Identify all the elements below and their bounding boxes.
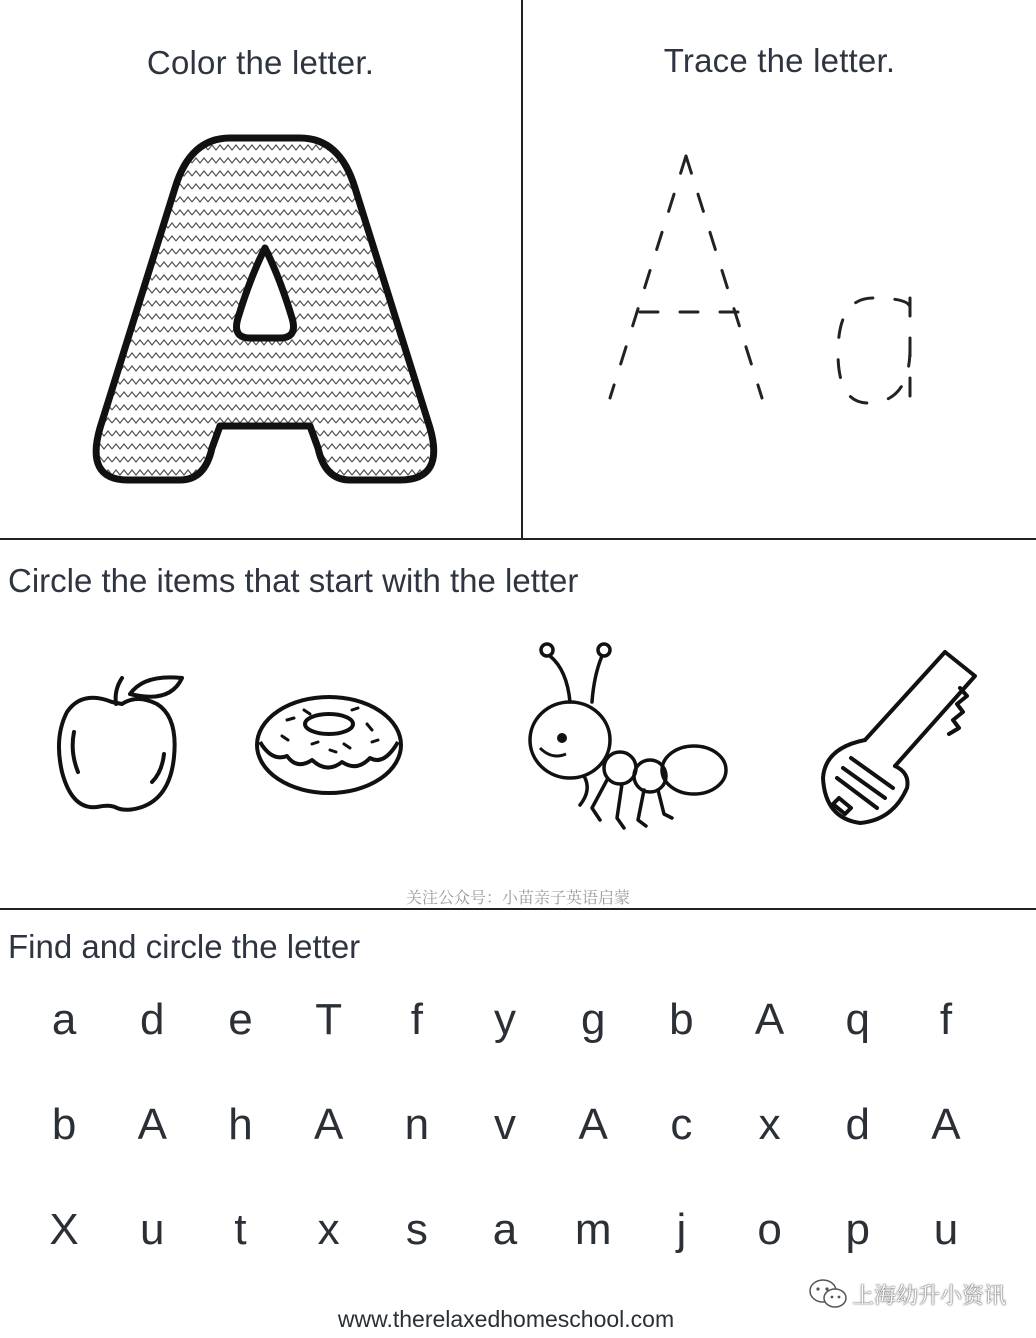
trace-panel-title: Trace the letter. <box>663 42 896 79</box>
footer-url[interactable]: www.therelaxedhomeschool.com <box>337 1306 675 1332</box>
letter-cell[interactable]: q <box>845 995 871 1044</box>
letter-cell[interactable]: j <box>676 1205 687 1254</box>
watermark-text: 关注公众号：小苗亲子英语启蒙 <box>405 888 630 907</box>
donut-icon[interactable] <box>252 690 406 800</box>
letter-cell[interactable]: o <box>757 1205 782 1254</box>
find-section-title: Find and circle the letter <box>8 928 361 965</box>
letter-cell[interactable]: u <box>933 1205 959 1254</box>
letter-row-2 <box>20 1095 990 1200</box>
ant-icon[interactable] <box>522 640 732 840</box>
divider-horizontal-1 <box>0 538 1036 540</box>
apple-icon[interactable] <box>52 672 188 814</box>
letter-cell[interactable]: x <box>317 1205 340 1254</box>
letter-cell[interactable]: x <box>758 1100 781 1149</box>
letter-cell[interactable]: b <box>51 1100 77 1149</box>
letter-cell[interactable]: m <box>574 1205 612 1254</box>
letter-cell[interactable]: p <box>845 1205 871 1254</box>
bubble-letter-a <box>80 128 450 493</box>
letter-cell[interactable]: f <box>939 995 953 1044</box>
divider-vertical <box>521 0 523 540</box>
letter-cell[interactable]: d <box>845 1100 871 1149</box>
brand-label: 上海幼升小资讯 <box>851 1282 1006 1308</box>
letter-cell[interactable]: c <box>670 1100 693 1149</box>
letter-cell[interactable]: d <box>140 995 165 1044</box>
letter-row-1 <box>20 990 990 1095</box>
circle-section-title: Circle the items that start with the letter <box>8 562 579 599</box>
brand-badge <box>808 1278 1006 1310</box>
dotted-letters-a <box>598 148 938 410</box>
letter-cell[interactable]: h <box>228 1100 253 1149</box>
letter-cell[interactable]: A <box>931 1100 961 1149</box>
letter-cell[interactable]: g <box>580 995 606 1044</box>
letter-cell[interactable]: T <box>315 995 343 1044</box>
letter-cell[interactable]: a <box>51 995 77 1044</box>
letter-cell[interactable]: s <box>405 1205 428 1254</box>
letter-cell[interactable]: A <box>137 1100 167 1149</box>
letter-grid <box>20 990 990 1305</box>
letter-cell[interactable]: X <box>49 1205 79 1254</box>
letter-cell[interactable]: t <box>234 1205 247 1254</box>
letter-cell[interactable]: u <box>140 1205 165 1254</box>
wechat-icon <box>808 1278 848 1310</box>
letter-cell[interactable]: e <box>228 995 253 1044</box>
letter-cell[interactable]: v <box>494 1100 517 1149</box>
letter-cell[interactable]: n <box>404 1100 430 1149</box>
divider-horizontal-2 <box>0 908 1036 910</box>
letter-cell[interactable]: A <box>754 995 785 1044</box>
letter-cell[interactable]: A <box>578 1100 608 1149</box>
color-panel-title: Color the letter. <box>146 44 375 81</box>
letter-cell[interactable]: b <box>669 995 694 1044</box>
letter-cell[interactable]: y <box>494 995 517 1044</box>
key-icon[interactable] <box>815 648 980 828</box>
letter-cell[interactable]: f <box>410 995 423 1044</box>
letter-cell[interactable]: A <box>313 1100 344 1149</box>
letter-cell[interactable]: a <box>492 1205 518 1254</box>
